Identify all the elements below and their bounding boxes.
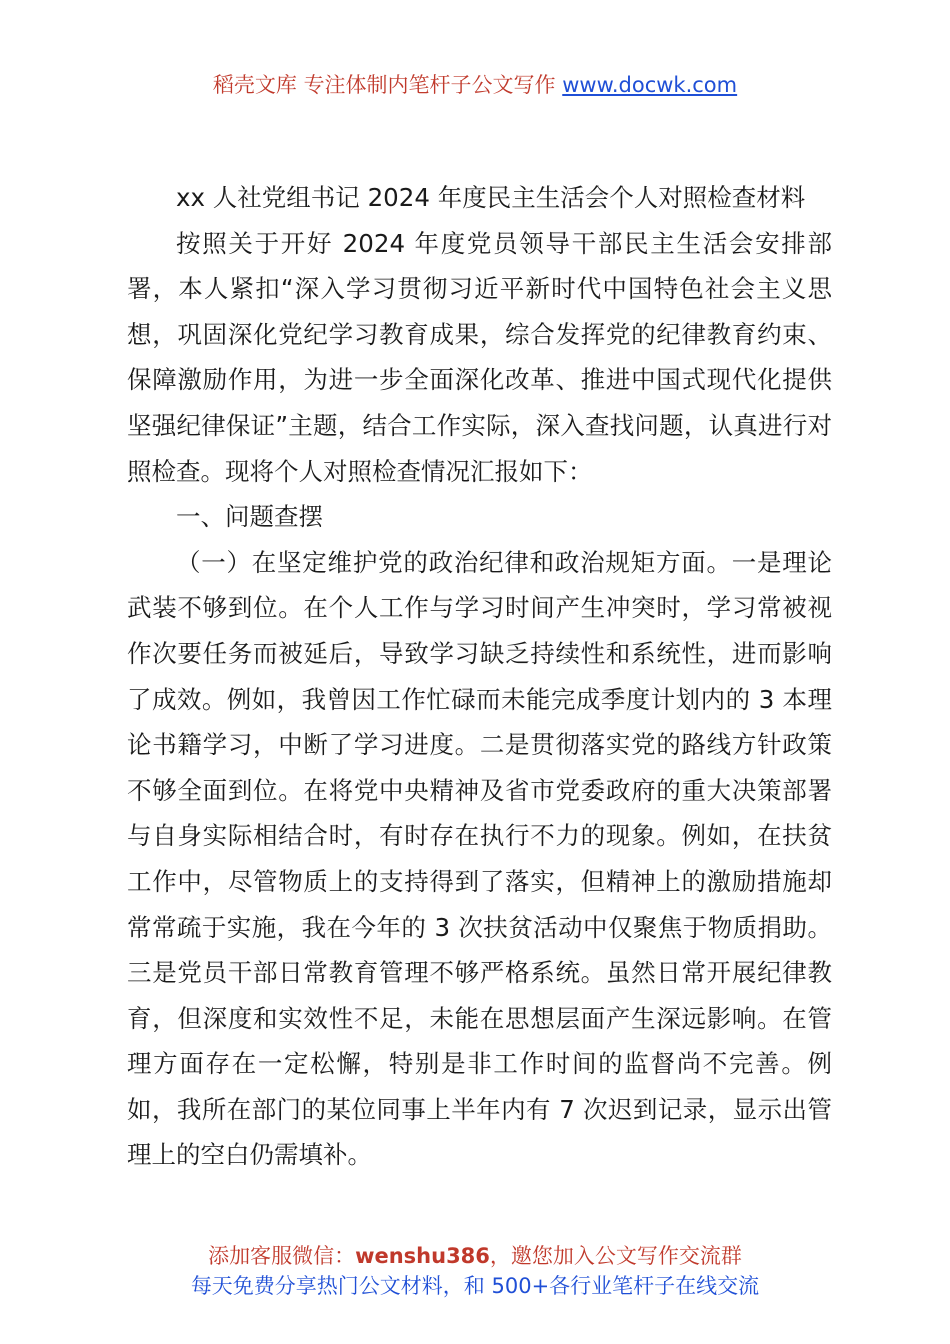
section-heading: 一、问题查摆 xyxy=(176,502,323,532)
document-body xyxy=(127,175,832,1178)
footer-promo-line: 每天免费分享热门公文材料，和 500+各行业笔杆子在线交流 xyxy=(190,1274,760,1298)
footer-contact-prefix: 添加客服微信： xyxy=(208,1244,356,1268)
header-tagline: 专注体制内笔杆子公文写作 xyxy=(303,73,556,97)
intro-paragraph: 按照关于开好 2024 年度党员领导干部民主生活会安排部署，本人紧扣“深入学习贯彻习近平新时代中国特色社会主义思想，巩固深化党纪学习教育成果，综合发挥党的纪律教育约束、保障激励作用，为进一步全面深化改革、推进中国式现代化提供坚强纪律保证”主题，结合工作实际，深入查找问题，认真进行对照检查。现将个人对照检查情况汇报如下： xyxy=(127,228,832,486)
footer-contact-suffix: ，邀您加入公文写作交流群 xyxy=(489,1244,742,1268)
header-url-link[interactable]: www.docwk.com xyxy=(562,73,738,97)
footer-contact-line xyxy=(0,1241,950,1271)
page-footer xyxy=(0,1241,950,1301)
document-title: xx 人社党组书记 2024 年度民主生活会个人对照检查材料 xyxy=(176,183,806,212)
footer-wechat-id: wenshu386 xyxy=(355,1244,490,1268)
page-header xyxy=(0,70,950,100)
header-brand: 稻壳文库 xyxy=(212,73,297,97)
section-paragraph: （一）在坚定维护党的政治纪律和政治规矩方面。一是理论武装不够到位。在个人工作与学习时间产生冲突时，学习常被视作次要任务而被延后，导致学习缺乏持续性和系统性，进而影响了成效。例如，我曾因工作忙碌而未能完成季度计划内的 3 本理论书籍学习，中断了学习进度。二是贯彻落实党的路线方针政策不够全面到位。在将党中央精神及省市党委政府的重大决策部署与自身实际相结合时，有时存在执行不力的现象。例如，在扶贫工作中，尽管物质上的支持得到了落实，但精神上的激励措施却常常疏于实施，我在今年的 3 次扶贫活动中仅聚焦于物质捐助。三是党员干部日常教育管理不够严格系统。虽然日常开展纪律教育，但深度和实效性不足，未能在思想层面产生深远影响。在管理方面存在一定松懈，特别是非工作时间的监督尚不完善。例如，我所在部门的某位同事上半年内有 7 次迟到记录，显示出管理上的空白仍需填补。 xyxy=(127,547,832,1170)
